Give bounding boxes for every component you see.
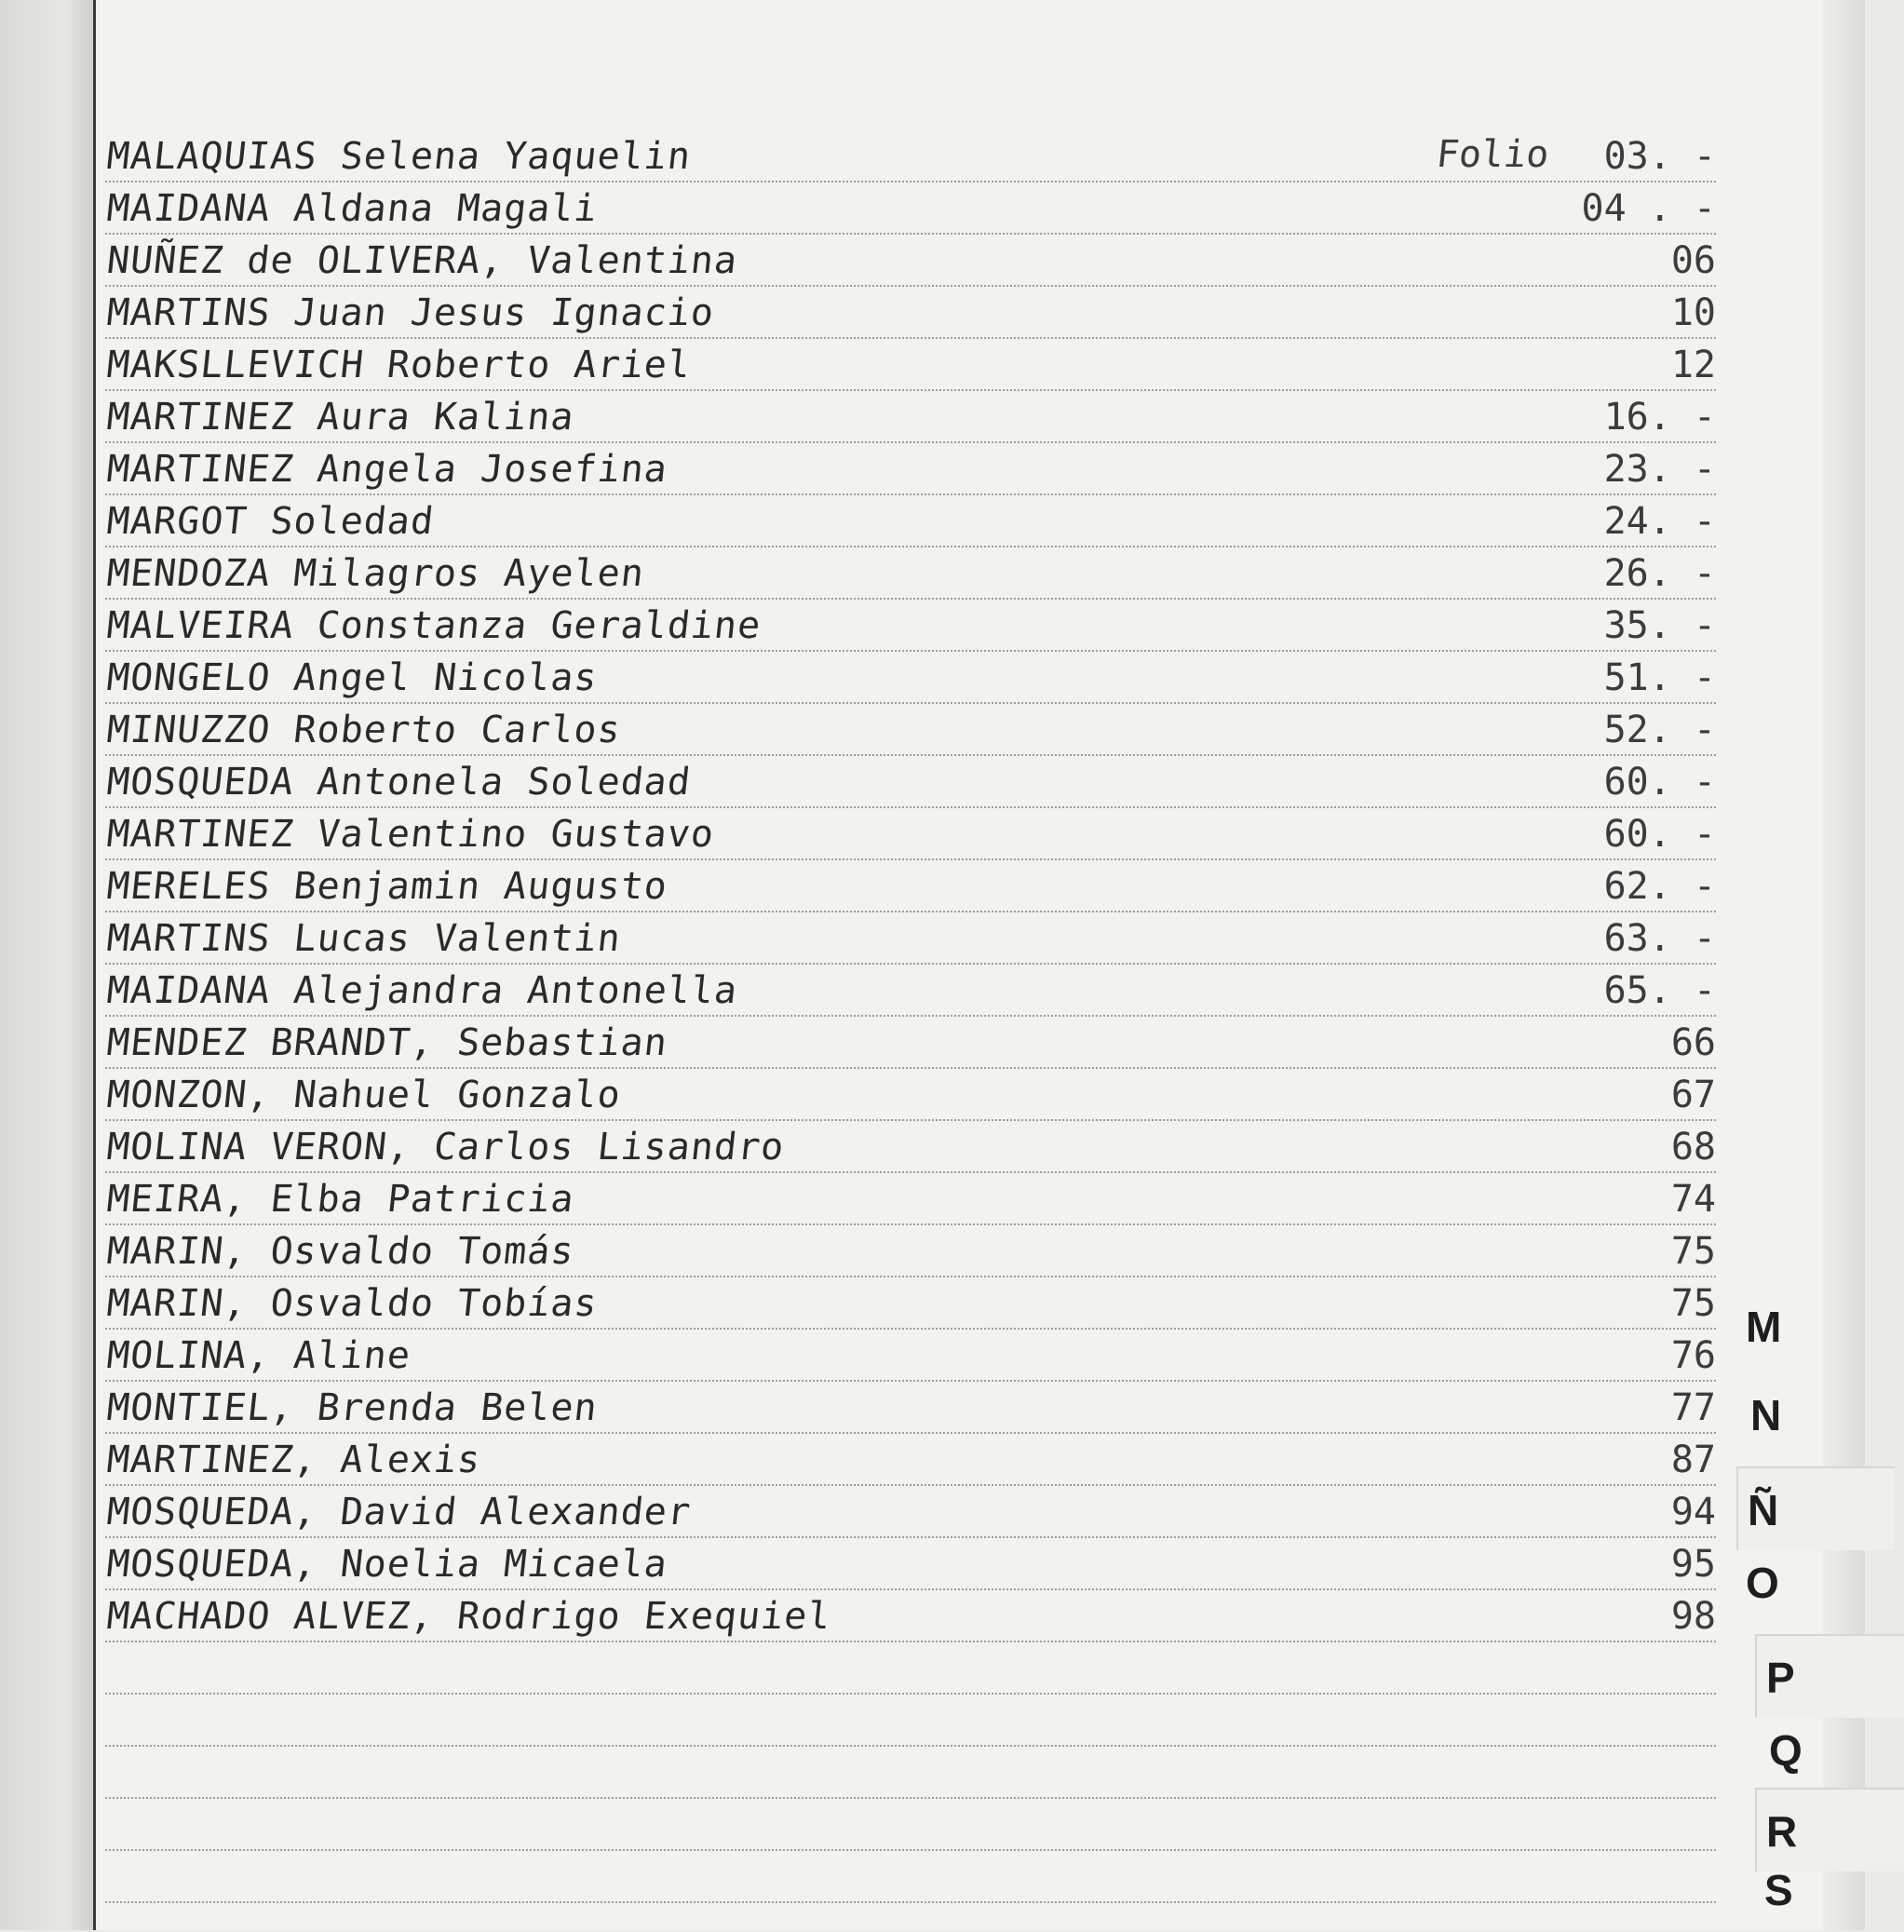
entry-row bbox=[105, 1434, 1716, 1486]
entry-folio: 23. - bbox=[1603, 448, 1716, 491]
entry-name: MALVEIRA Constanza Geraldine bbox=[104, 604, 763, 647]
entry-list bbox=[105, 130, 1716, 1930]
register-page bbox=[93, 0, 1865, 1930]
entry-folio: 52. - bbox=[1603, 709, 1716, 751]
entry-name: MONZON, Nahuel Gonzalo bbox=[104, 1074, 624, 1116]
entry-folio: 87 bbox=[1670, 1439, 1716, 1481]
entry-row bbox=[105, 965, 1716, 1017]
entry-row bbox=[105, 495, 1716, 547]
entry-row bbox=[105, 912, 1716, 965]
entry-name: MARTINS Juan Jesus Ignacio bbox=[104, 291, 717, 334]
entry-folio: 77 bbox=[1670, 1386, 1716, 1429]
entry-name: MAIDANA Alejandra Antonella bbox=[104, 969, 740, 1012]
entry-name: MARTINS Lucas Valentin bbox=[104, 917, 624, 960]
entry-folio: 94 bbox=[1670, 1491, 1716, 1533]
entry-name: MENDEZ BRANDT, Sebastian bbox=[104, 1021, 670, 1064]
entry-row bbox=[105, 1225, 1716, 1277]
entry-row bbox=[105, 860, 1716, 912]
entry-row bbox=[105, 1590, 1716, 1642]
entry-row bbox=[105, 1538, 1716, 1590]
entry-name: MAKSLLEVICH Roberto Ariel bbox=[104, 344, 694, 386]
entry-row bbox=[105, 287, 1716, 339]
entry-folio: 98 bbox=[1670, 1595, 1716, 1638]
blank-row bbox=[105, 1851, 1716, 1903]
entry-name: MINUZZO Roberto Carlos bbox=[104, 709, 624, 751]
entry-name: MAIDANA Aldana Magali bbox=[104, 187, 601, 230]
entry-folio: 63. - bbox=[1603, 917, 1716, 960]
entry-name: MENDOZA Milagros Ayelen bbox=[104, 552, 647, 595]
folio-label: Folio bbox=[1434, 133, 1551, 176]
entry-row bbox=[105, 652, 1716, 704]
entry-folio: 75 bbox=[1670, 1230, 1716, 1273]
index-tab-m[interactable]: M bbox=[1746, 1303, 1782, 1351]
entry-name: MOSQUEDA, David Alexander bbox=[104, 1491, 694, 1533]
entry-row bbox=[105, 1382, 1716, 1434]
index-tab-s[interactable]: S bbox=[1764, 1866, 1793, 1914]
entry-name: MEIRA, Elba Patricia bbox=[104, 1178, 577, 1221]
index-tab-enie[interactable]: Ñ bbox=[1736, 1466, 1895, 1550]
entry-row bbox=[105, 547, 1716, 600]
entry-row bbox=[105, 756, 1716, 808]
index-tab-r[interactable]: R bbox=[1755, 1788, 1904, 1871]
entry-folio: 51. - bbox=[1603, 656, 1716, 699]
entry-row bbox=[105, 1486, 1716, 1538]
binder-edge bbox=[0, 0, 93, 1930]
entry-folio: 06 bbox=[1670, 239, 1716, 282]
entry-folio: 03. - bbox=[1603, 135, 1716, 178]
entry-row bbox=[105, 1173, 1716, 1225]
entry-row bbox=[105, 339, 1716, 391]
entry-row bbox=[105, 1017, 1716, 1069]
entry-name: MARTINEZ, Alexis bbox=[104, 1439, 483, 1481]
entry-row bbox=[105, 704, 1716, 756]
entry-folio: 60. - bbox=[1603, 813, 1716, 856]
entry-name: MARTINEZ Angela Josefina bbox=[104, 448, 670, 491]
entry-folio: 04 . - bbox=[1581, 187, 1716, 230]
entry-folio: 74 bbox=[1670, 1178, 1716, 1221]
entry-folio: 10 bbox=[1670, 291, 1716, 334]
entry-name: MONGELO Angel Nicolas bbox=[104, 656, 601, 699]
entry-row bbox=[105, 235, 1716, 287]
index-tab-q[interactable]: Q bbox=[1769, 1726, 1803, 1775]
blank-row bbox=[105, 1747, 1716, 1799]
index-tab-o[interactable]: O bbox=[1746, 1559, 1779, 1607]
entry-folio: 95 bbox=[1670, 1543, 1716, 1586]
blank-row bbox=[105, 1642, 1716, 1695]
entry-name: MACHADO ALVEZ, Rodrigo Exequiel bbox=[104, 1595, 833, 1638]
entry-name: MOLINA, Aline bbox=[104, 1334, 413, 1377]
entry-folio: 62. - bbox=[1603, 865, 1716, 908]
entry-row bbox=[105, 1069, 1716, 1121]
entry-name: MONTIEL, Brenda Belen bbox=[104, 1386, 601, 1429]
entry-row bbox=[105, 1121, 1716, 1173]
entry-name: MARIN, Osvaldo Tobías bbox=[104, 1282, 601, 1325]
entry-folio: 68 bbox=[1670, 1126, 1716, 1169]
entry-name: MARTINEZ Aura Kalina bbox=[104, 396, 577, 439]
entry-folio: 65. - bbox=[1603, 969, 1716, 1012]
entry-folio: 26. - bbox=[1603, 552, 1716, 595]
entry-name: MARIN, Osvaldo Tomás bbox=[104, 1230, 577, 1273]
entry-name: MOSQUEDA Antonela Soledad bbox=[104, 761, 694, 804]
entry-name: MOSQUEDA, Noelia Micaela bbox=[104, 1543, 670, 1586]
index-tab-n[interactable]: N bbox=[1750, 1391, 1782, 1439]
alphabet-index-tabs bbox=[1727, 1285, 1904, 1930]
entry-name: NUÑEZ de OLIVERA, Valentina bbox=[104, 239, 740, 282]
entry-row bbox=[105, 1330, 1716, 1382]
entry-row bbox=[105, 391, 1716, 443]
entry-folio: 76 bbox=[1670, 1334, 1716, 1377]
entry-folio: 12 bbox=[1670, 344, 1716, 386]
entry-name: MARGOT Soledad bbox=[104, 500, 437, 543]
entry-row bbox=[105, 182, 1716, 235]
entry-folio: 16. - bbox=[1603, 396, 1716, 439]
entry-name: MARTINEZ Valentino Gustavo bbox=[104, 813, 717, 856]
entry-folio: 60. - bbox=[1603, 761, 1716, 804]
entry-name: MOLINA VERON, Carlos Lisandro bbox=[104, 1126, 787, 1169]
entry-folio: 35. - bbox=[1603, 604, 1716, 647]
entry-row bbox=[105, 443, 1716, 495]
entry-row bbox=[105, 808, 1716, 860]
blank-row bbox=[105, 1799, 1716, 1851]
entry-row bbox=[105, 1277, 1716, 1330]
entry-folio: 24. - bbox=[1603, 500, 1716, 543]
entry-row bbox=[105, 130, 1716, 182]
entry-row bbox=[105, 600, 1716, 652]
index-tab-p[interactable]: P bbox=[1755, 1634, 1904, 1718]
entry-folio: 67 bbox=[1670, 1074, 1716, 1116]
blank-row bbox=[105, 1695, 1716, 1747]
entry-name: MALAQUIAS Selena Yaquelin bbox=[104, 135, 694, 178]
entry-name: MERELES Benjamin Augusto bbox=[104, 865, 670, 908]
entry-folio: 66 bbox=[1670, 1021, 1716, 1064]
entry-folio: 75 bbox=[1670, 1282, 1716, 1325]
